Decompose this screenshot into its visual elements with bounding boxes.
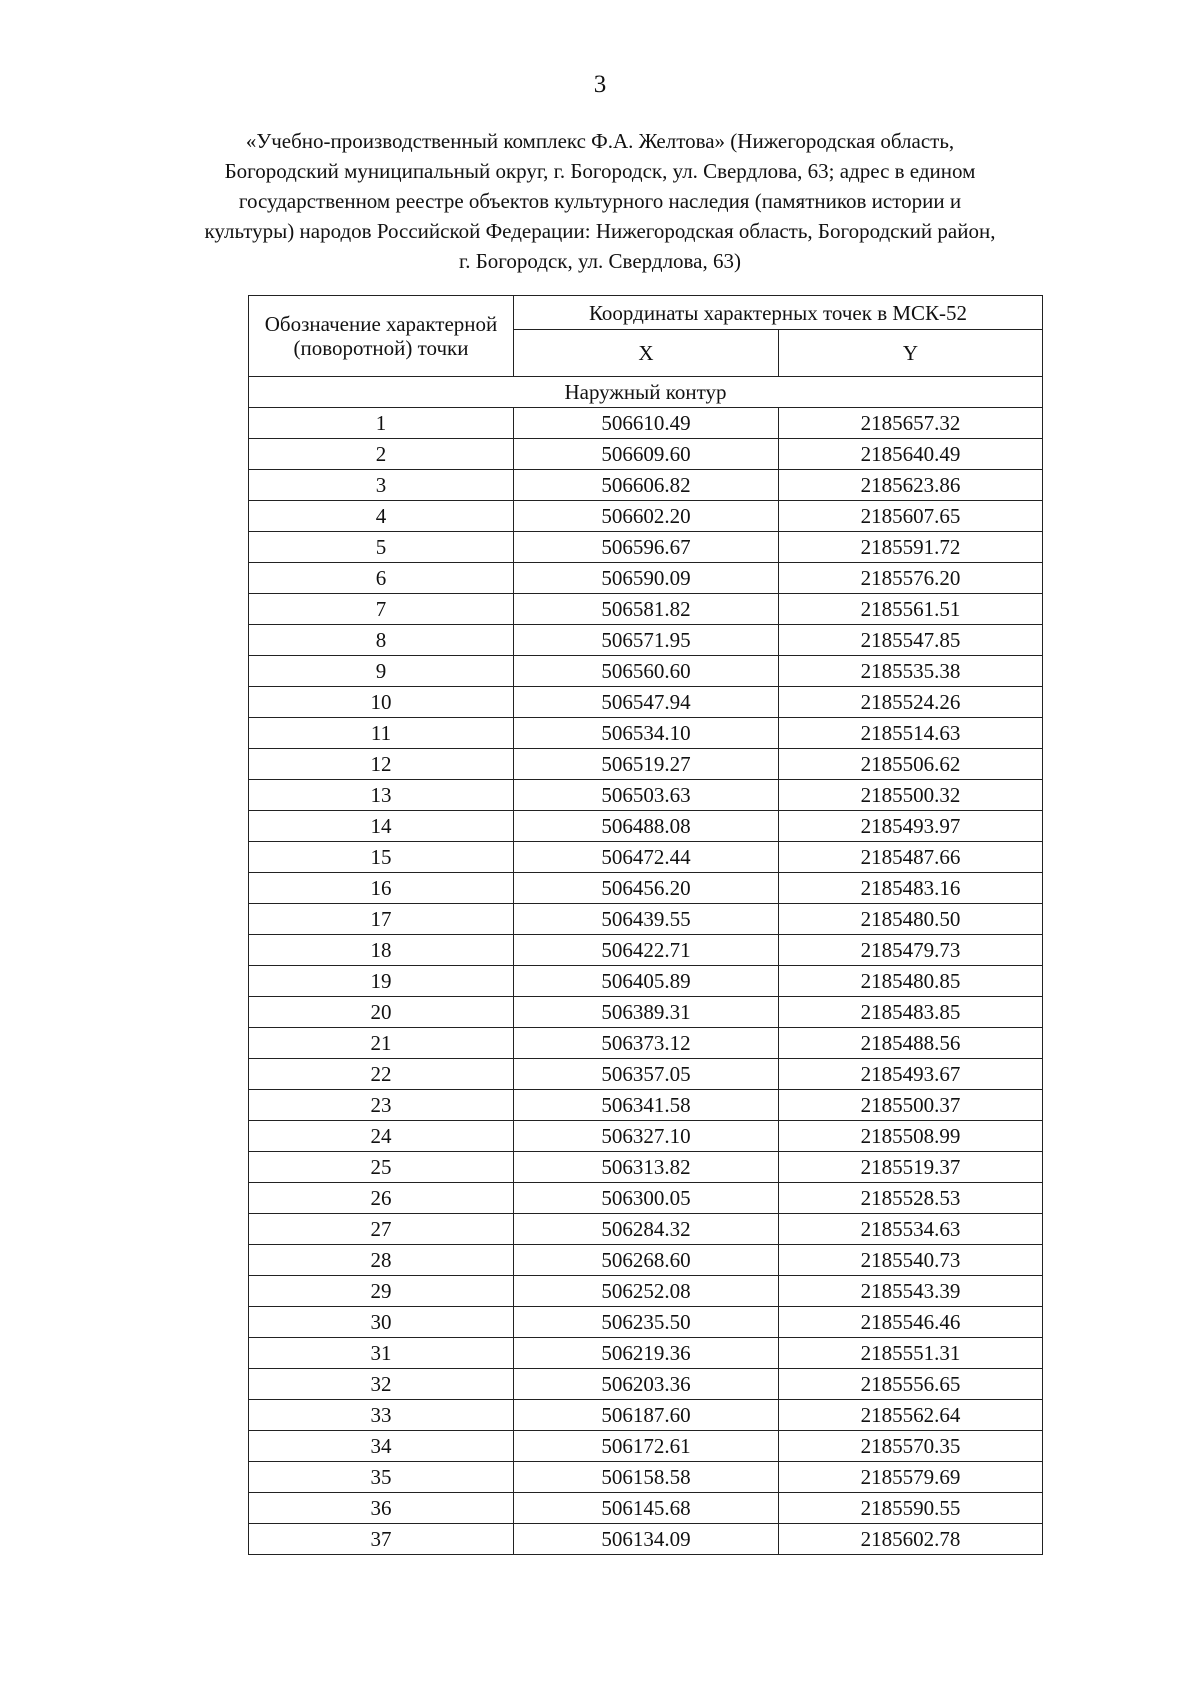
point-number-cell: 30 [249,1307,514,1338]
x-coordinate-cell: 506590.09 [514,563,779,594]
point-number-cell: 22 [249,1059,514,1090]
x-coordinate-cell: 506439.55 [514,904,779,935]
table-row [249,1214,1043,1245]
table-row [249,811,1043,842]
x-coordinate-cell: 506472.44 [514,842,779,873]
y-coordinate-cell: 2185551.31 [779,1338,1043,1369]
x-coordinate-cell: 506534.10 [514,718,779,749]
point-number-cell: 33 [249,1400,514,1431]
y-coordinate-cell: 2185488.56 [779,1028,1043,1059]
point-number-cell: 10 [249,687,514,718]
table-row [249,1152,1043,1183]
point-number-cell: 5 [249,532,514,563]
x-coordinate-cell: 506456.20 [514,873,779,904]
y-coordinate-cell: 2185500.32 [779,780,1043,811]
x-coordinate-cell: 506145.68 [514,1493,779,1524]
x-coordinate-cell: 506609.60 [514,439,779,470]
point-number-cell: 2 [249,439,514,470]
y-coordinate-cell: 2185556.65 [779,1369,1043,1400]
table-row [249,842,1043,873]
table-row [249,408,1043,439]
table-row [249,1493,1043,1524]
x-coordinate-cell: 506389.31 [514,997,779,1028]
table-row [249,439,1043,470]
y-coordinate-cell: 2185479.73 [779,935,1043,966]
y-coordinate-cell: 2185493.67 [779,1059,1043,1090]
y-coordinate-cell: 2185487.66 [779,842,1043,873]
point-number-cell: 17 [249,904,514,935]
header-y: Y [779,330,1043,377]
point-number-cell: 36 [249,1493,514,1524]
point-number-cell: 18 [249,935,514,966]
point-number-cell: 16 [249,873,514,904]
point-number-cell: 32 [249,1369,514,1400]
y-coordinate-cell: 2185500.37 [779,1090,1043,1121]
header-coordinates: Координаты характерных точек в МСК-52 [514,296,1043,330]
x-coordinate-cell: 506547.94 [514,687,779,718]
point-number-cell: 25 [249,1152,514,1183]
coordinates-table-body [249,296,1043,1555]
table-row [249,625,1043,656]
x-coordinate-cell: 506571.95 [514,625,779,656]
point-number-cell: 24 [249,1121,514,1152]
x-coordinate-cell: 506187.60 [514,1400,779,1431]
table-row [249,1524,1043,1555]
x-coordinate-cell: 506172.61 [514,1431,779,1462]
table-row [249,1400,1043,1431]
y-coordinate-cell: 2185591.72 [779,532,1043,563]
point-number-cell: 27 [249,1214,514,1245]
table-row [249,966,1043,997]
y-coordinate-cell: 2185590.55 [779,1493,1043,1524]
y-coordinate-cell: 2185561.51 [779,594,1043,625]
x-coordinate-cell: 506158.58 [514,1462,779,1493]
x-coordinate-cell: 506341.58 [514,1090,779,1121]
point-number-cell: 29 [249,1276,514,1307]
x-coordinate-cell: 506560.60 [514,656,779,687]
point-number-cell: 19 [249,966,514,997]
table-row [249,1183,1043,1214]
x-coordinate-cell: 506503.63 [514,780,779,811]
y-coordinate-cell: 2185602.78 [779,1524,1043,1555]
point-number-cell: 34 [249,1431,514,1462]
y-coordinate-cell: 2185623.86 [779,470,1043,501]
x-coordinate-cell: 506405.89 [514,966,779,997]
header-point-designation: Обозначение характерной (поворотной) точки [249,296,514,377]
point-number-cell: 11 [249,718,514,749]
point-number-cell: 26 [249,1183,514,1214]
point-number-cell: 9 [249,656,514,687]
y-coordinate-cell: 2185607.65 [779,501,1043,532]
y-coordinate-cell: 2185657.32 [779,408,1043,439]
table-row [249,997,1043,1028]
x-coordinate-cell: 506313.82 [514,1152,779,1183]
table-row [249,1245,1043,1276]
point-number-cell: 4 [249,501,514,532]
header-x: X [514,330,779,377]
point-number-cell: 8 [249,625,514,656]
point-number-cell: 21 [249,1028,514,1059]
point-number-cell: 3 [249,470,514,501]
table-row [249,563,1043,594]
point-number-cell: 7 [249,594,514,625]
table-row [249,1431,1043,1462]
coordinates-table [248,295,1043,1555]
x-coordinate-cell: 506203.36 [514,1369,779,1400]
y-coordinate-cell: 2185524.26 [779,687,1043,718]
table-row [249,1121,1043,1152]
table-row [249,501,1043,532]
table-row [249,1276,1043,1307]
point-number-cell: 6 [249,563,514,594]
y-coordinate-cell: 2185483.85 [779,997,1043,1028]
table-row [249,1369,1043,1400]
x-coordinate-cell: 506596.67 [514,532,779,563]
point-number-cell: 28 [249,1245,514,1276]
point-number-cell: 14 [249,811,514,842]
table-row [249,656,1043,687]
x-coordinate-cell: 506610.49 [514,408,779,439]
title-line: государственном реестре объектов культурного наследия (памятников истории и [238,189,962,213]
y-coordinate-cell: 2185546.46 [779,1307,1043,1338]
title-line: Богородский муниципальный округ, г. Богородск, ул. Свердлова, 63; адрес в едином [224,159,976,183]
y-coordinate-cell: 2185535.38 [779,656,1043,687]
x-coordinate-cell: 506422.71 [514,935,779,966]
table-row [249,687,1043,718]
x-coordinate-cell: 506300.05 [514,1183,779,1214]
table-row [249,1028,1043,1059]
x-coordinate-cell: 506357.05 [514,1059,779,1090]
table-row [249,532,1043,563]
y-coordinate-cell: 2185506.62 [779,749,1043,780]
x-coordinate-cell: 506134.09 [514,1524,779,1555]
document-title [150,126,1050,276]
x-coordinate-cell: 506268.60 [514,1245,779,1276]
table-row [249,1307,1043,1338]
x-coordinate-cell: 506581.82 [514,594,779,625]
title-line: культуры) народов Российской Федерации: Нижегородская область, Богородский район, [204,219,996,243]
y-coordinate-cell: 2185534.63 [779,1214,1043,1245]
table-row [249,718,1043,749]
table-row [249,1090,1043,1121]
x-coordinate-cell: 506284.32 [514,1214,779,1245]
table-row [249,749,1043,780]
y-coordinate-cell: 2185543.39 [779,1276,1043,1307]
table-row [249,1059,1043,1090]
x-coordinate-cell: 506219.36 [514,1338,779,1369]
y-coordinate-cell: 2185540.73 [779,1245,1043,1276]
x-coordinate-cell: 506488.08 [514,811,779,842]
x-coordinate-cell: 506519.27 [514,749,779,780]
table-row [249,594,1043,625]
title-line: «Учебно-производственный комплекс Ф.А. Желтова» (Нижегородская область, [245,129,955,153]
y-coordinate-cell: 2185576.20 [779,563,1043,594]
point-number-cell: 1 [249,408,514,439]
point-number-cell: 35 [249,1462,514,1493]
table-row [249,1338,1043,1369]
y-coordinate-cell: 2185480.85 [779,966,1043,997]
table-row [249,904,1043,935]
y-coordinate-cell: 2185547.85 [779,625,1043,656]
table-row [249,470,1043,501]
x-coordinate-cell: 506327.10 [514,1121,779,1152]
y-coordinate-cell: 2185570.35 [779,1431,1043,1462]
y-coordinate-cell: 2185493.97 [779,811,1043,842]
y-coordinate-cell: 2185514.63 [779,718,1043,749]
point-number-cell: 12 [249,749,514,780]
y-coordinate-cell: 2185483.16 [779,873,1043,904]
table-header-row [249,296,1043,330]
title-line: г. Богородск, ул. Свердлова, 63) [458,249,741,273]
point-number-cell: 23 [249,1090,514,1121]
x-coordinate-cell: 506606.82 [514,470,779,501]
point-number-cell: 31 [249,1338,514,1369]
y-coordinate-cell: 2185562.64 [779,1400,1043,1431]
section-title: Наружный контур [249,377,1043,408]
point-number-cell: 20 [249,997,514,1028]
x-coordinate-cell: 506252.08 [514,1276,779,1307]
y-coordinate-cell: 2185508.99 [779,1121,1043,1152]
point-number-cell: 13 [249,780,514,811]
x-coordinate-cell: 506235.50 [514,1307,779,1338]
table-row [249,1462,1043,1493]
x-coordinate-cell: 506373.12 [514,1028,779,1059]
table-row [249,935,1043,966]
table-row [249,780,1043,811]
y-coordinate-cell: 2185640.49 [779,439,1043,470]
point-number-cell: 15 [249,842,514,873]
y-coordinate-cell: 2185579.69 [779,1462,1043,1493]
point-number-cell: 37 [249,1524,514,1555]
x-coordinate-cell: 506602.20 [514,501,779,532]
section-row [249,377,1043,408]
y-coordinate-cell: 2185480.50 [779,904,1043,935]
page-number: 3 [593,71,607,98]
y-coordinate-cell: 2185519.37 [779,1152,1043,1183]
table-row [249,873,1043,904]
y-coordinate-cell: 2185528.53 [779,1183,1043,1214]
